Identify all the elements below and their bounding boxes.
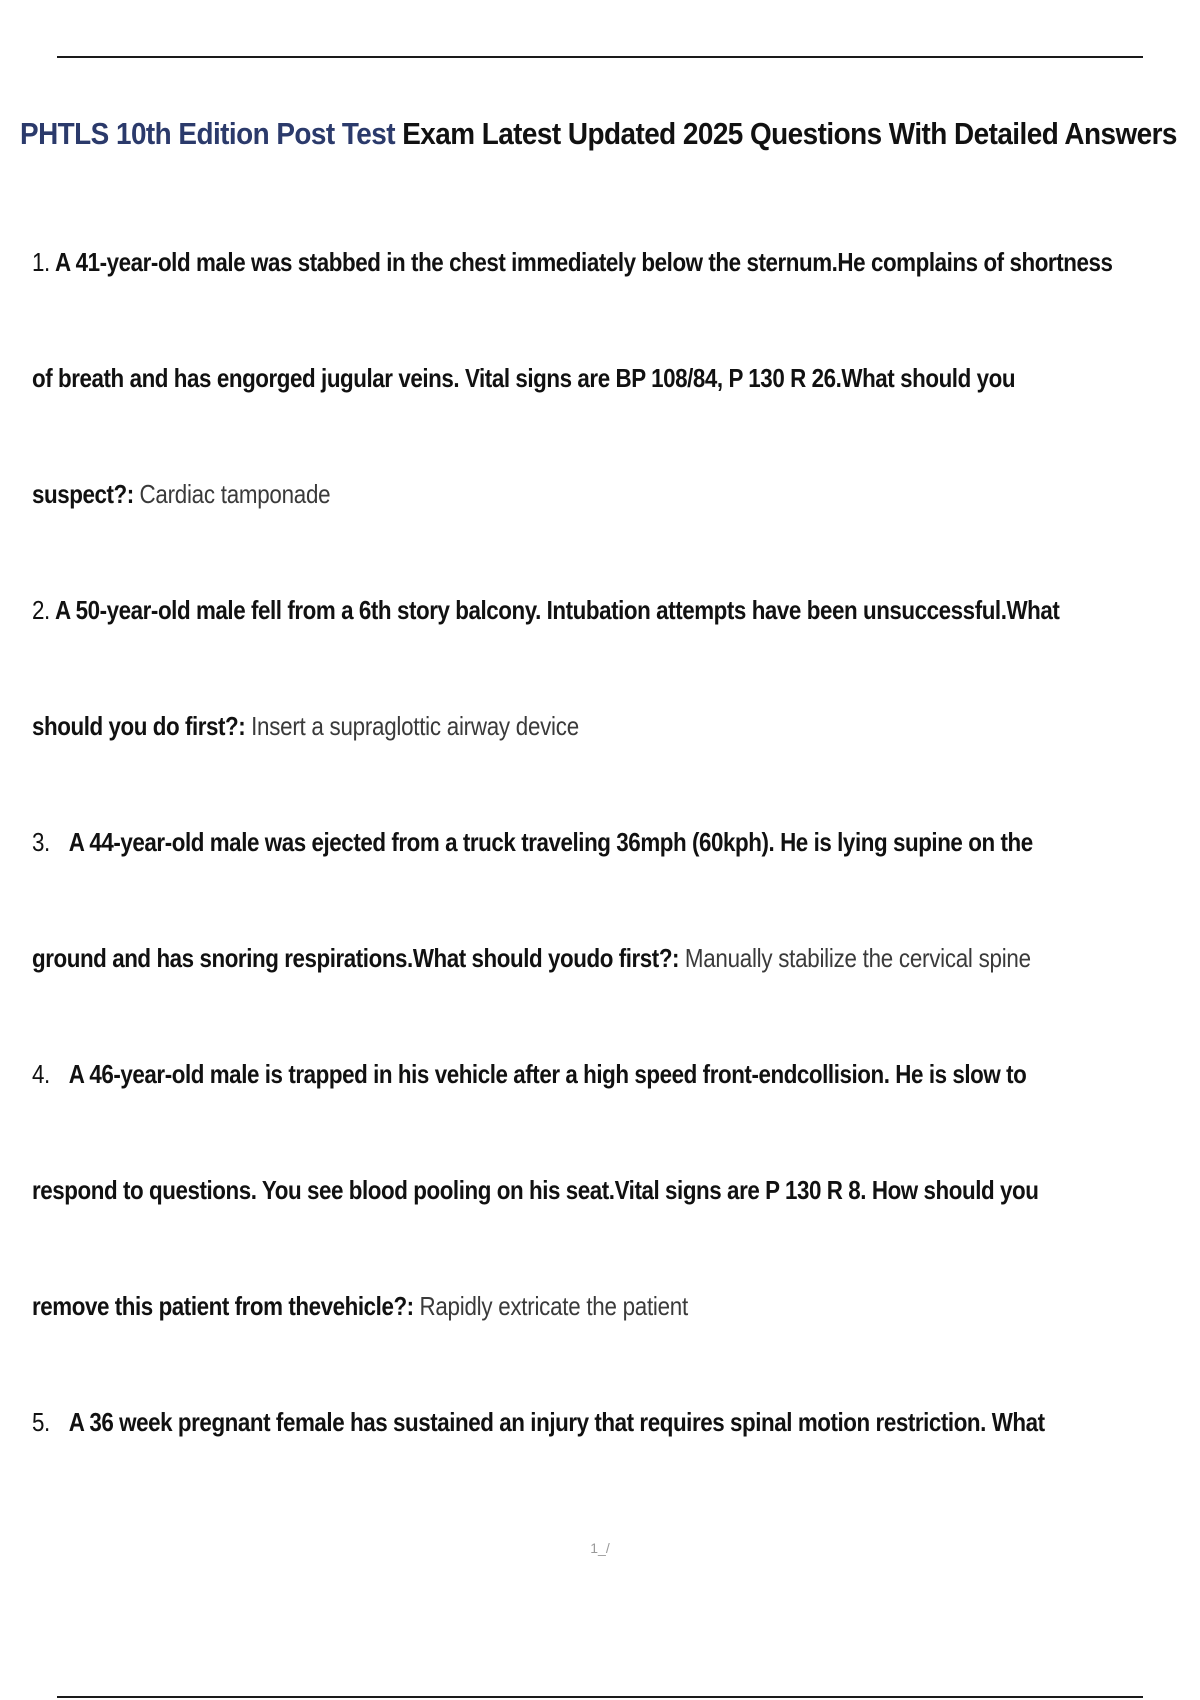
title-accent: PHTLS 10th Edition Post Test	[20, 116, 395, 151]
question-number: 5.	[32, 1407, 50, 1437]
question-text: remove this patient from thevehicle?:	[32, 1291, 414, 1321]
question-4-line-2	[32, 1170, 1039, 1210]
question-3-line-2	[32, 938, 1031, 978]
answer-text: Rapidly extricate the patient	[419, 1291, 688, 1321]
question-text: of breath and has engorged jugular veins. Vital signs are BP 108/84, P 130 R 26.What should you	[32, 363, 1016, 393]
question-4-line-1	[32, 1054, 1027, 1094]
question-text: A 36 week pregnant female has sustained an injury that requires spinal motion restriction. What	[68, 1407, 1045, 1437]
question-number: 3.	[32, 827, 50, 857]
question-3-line-1	[32, 822, 1033, 862]
top-rule	[57, 56, 1143, 58]
question-1-line-3	[32, 474, 1019, 514]
bottom-rule	[57, 1696, 1143, 1698]
question-text: A 44-year-old male was ejected from a truck traveling 36mph (60kph). He is lying supine on the	[68, 827, 1033, 857]
question-number: 4.	[32, 1059, 50, 1089]
document-title	[20, 112, 1177, 156]
title-rest: Exam Latest Updated 2025 Questions With Detailed Answers	[394, 116, 1177, 151]
page-number: 1_/	[590, 1540, 610, 1556]
question-text: A 41-year-old male was stabbed in the chest immediately below the sternum.He complains of shortness	[54, 247, 1113, 277]
question-text: should you do first?:	[32, 711, 246, 741]
question-5-line-1	[32, 1402, 1045, 1442]
question-text: suspect?:	[32, 479, 134, 509]
question-text: respond to questions. You see blood pooling on his seat.Vital signs are P 130 R 8. How should you	[32, 1175, 1039, 1205]
answer-text: Cardiac tamponade	[139, 479, 331, 509]
question-text: A 46-year-old male is trapped in his vehicle after a high speed front-endcollision. He is slow to	[68, 1059, 1027, 1089]
answer-text: Manually stabilize the cervical spine	[684, 943, 1031, 973]
question-2-line-2	[32, 706, 1019, 746]
question-number: 2.	[32, 595, 50, 625]
answer-text: Insert a supraglottic airway device	[251, 711, 579, 741]
question-text: ground and has snoring respirations.What should youdo first?:	[32, 943, 680, 973]
question-text: A 50-year-old male fell from a 6th story balcony. Intubation attempts have been unsuccessful.What	[54, 595, 1060, 625]
question-1-line-1	[32, 242, 1113, 282]
question-4-line-3	[32, 1286, 1019, 1326]
question-1-line-2	[32, 358, 1019, 398]
question-number: 1.	[32, 247, 50, 277]
question-2-line-1	[32, 590, 1060, 630]
